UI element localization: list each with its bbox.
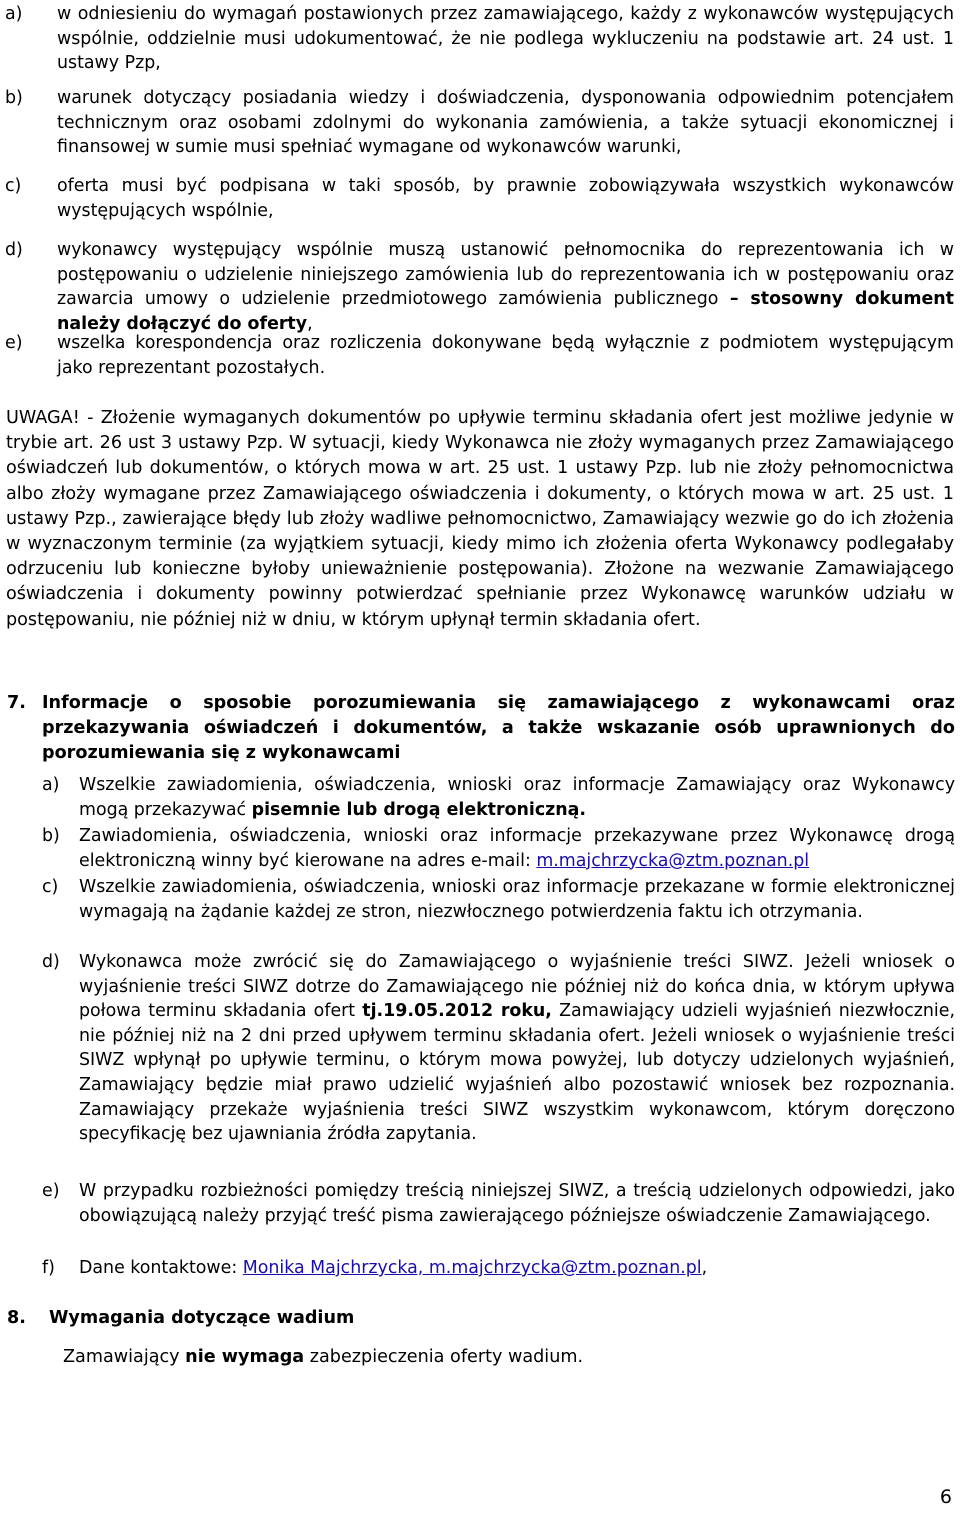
list-item-text: Wykonawca może zwrócić się do Zamawiającego o wyjaśnienie treści SIWZ. Jeżeli wniosek o wyjaśnienie treści SIWZ dotrze do Zamawiającego nie później niż do końca dnia, w którym upływa połowa terminu składania ofert tj.19.05.2012 roku, Zamawiający udzieli wyjaśnień niezwłocznie, nie później niż na 2 dni przed upływem terminu składania ofert. Jeżeli wniosek o wyjaśnienie treści SIWZ wpłynął po upływie terminu, o którym mowa powyżej, lub dotyczy udzielonych wyjaśnień, Zamawiający będzie miał prawo udzielić wyjaśnień albo pozostawić wniosek bez rozpoznania. Zamawiający przekaże wyjaśnienia treści SIWZ wszystkim wykonawcom, którym doręczono specyfikację bez ujawniania źródła zapytania. (79, 952, 955, 1145)
list-item: d) wykonawcy występujący wspólnie muszą ustanowić pełnomocnika do reprezentowania ich w postępowaniu o udzielenie niniejszego zamówienia lub do reprezentowania ich w postępowaniu oraz zawarcia umowy o udzielenie przedmiotowego zamówienia publicznego – stosowny dokument należy dołączyć do oferty, (0, 224, 954, 324)
section-7-title: Informacje o sposobie porozumiewania się zamawiającego z wykonawcami oraz przekazywania oświadczeń i dokumentów, a także wskazanie osób uprawnionych do porozumiewania się z wykonawcami (42, 693, 955, 764)
list-item-text: wykonawcy występujący wspólnie muszą ustanowić pełnomocnika do reprezentowania ich w postępowaniu o udzielenie niniejszego zamówienia lub do reprezentowania ich w postępowaniu oraz zawarcia umowy o udzielenie przedmiotowego zamówienia publicznego – stosowny dokument należy dołączyć do oferty, (57, 240, 954, 334)
list-item-text: W przypadku rozbieżności pomiędzy treścią niniejszej SIWZ, a treścią udzielonych odpowiedzi, jako obowiązującą należy przyjąć treść pisma zawierającego późniejsze oświadczenie Zamawiającego. (79, 1181, 955, 1226)
list-item: f) Dane kontaktowe: Monika Majchrzycka, m.majchrzycka@ztm.poznan.pl, (0, 1256, 955, 1281)
list-item-text: warunek dotyczący posiadania wiedzy i doświadczenia, dysponowania odpowiednim potencjałem technicznym oraz osobami zdolnymi do wykonania zamówienia, a także sytuacji ekonomicznej i finansowej w sumie musi spełniać wymagane od wykonawców warunki, (57, 88, 954, 158)
section-8-text: Zamawiający nie wymaga zabezpieczenia oferty wadium. (63, 1347, 584, 1367)
list-item-text: Wszelkie zawiadomienia, oświadczenia, wnioski oraz informacje Zamawiający oraz Wykonawcy mogą przekazywać pisemnie lub drogą elektroniczną. (79, 775, 955, 820)
list-item: e) W przypadku rozbieżności pomiędzy treścią niniejszej SIWZ, a treścią udzielonych odpowiedzi, jako obowiązującą należy przyjąć treść pisma zawierającego późniejsze oświadczenie Zamawiającego. (0, 1179, 955, 1256)
participant-conditions-list (0, 2, 954, 380)
list-item-text: oferta musi być podpisana w taki sposób, by prawnie zobowiązywała wszystkich wykonawców występujących wspólnie, (57, 176, 954, 221)
list-item: b) Zawiadomienia, oświadczenia, wnioski oraz informacje przekazywane przez Wykonawcę drogą elektroniczną winny być kierowane na adres e-mail: m.majchrzycka@ztm.poznan.pl (0, 824, 955, 875)
communication-rules-list (0, 773, 955, 1281)
list-item-text: w odniesieniu do wymagań postawionych przez zamawiającego, każdy z wykonawców występujących wspólnie, oddzielnie musi udokumentować, że nie podlega wykluczeniu na podstawie art. 24 ust. 1 ustawy Pzp, (57, 4, 954, 74)
list-item-text: Wszelkie zawiadomienia, oświadczenia, wnioski oraz informacje przekazane w formie elektronicznej wymagają na żądanie każdej ze stron, niezwłocznego potwierdzenia faktu ich otrzymania. (79, 877, 955, 922)
contact-email-link[interactable]: m.majchrzycka@ztm.poznan.pl (536, 850, 810, 871)
list-item: c) oferta musi być podpisana w taki sposób, by prawnie zobowiązywała wszystkich wykonawców występujących wspólnie, (0, 160, 954, 224)
section-7-number: 7. (7, 693, 26, 713)
list-item-text: Zawiadomienia, oświadczenia, wnioski oraz informacje przekazywane przez Wykonawcę drogą elektroniczną winny być kierowane na adres e-mail: m.majchrzycka@ztm.poznan.pl (79, 826, 955, 871)
list-item: c) Wszelkie zawiadomienia, oświadczenia, wnioski oraz informacje przekazane w formie elektronicznej wymagają na żądanie każdej ze stron, niezwłocznego potwierdzenia faktu ich otrzymania. (0, 875, 955, 950)
list-item-text: Dane kontaktowe: Monika Majchrzycka, m.majchrzycka@ztm.poznan.pl, (79, 1258, 708, 1278)
uwaga-paragraph: UWAGA! - Złożenie wymaganych dokumentów po upływie terminu składania ofert jest możliwe jedynie w trybie art. 26 ust 3 ustawy Pzp. W sytuacji, kiedy Wykonawca nie złoży wymaganych przez Zamawiającego oświadczeń lub dokumentów, o których mowa w art. 25 ust. 1 ustawy Pzp. lub nie złoży pełnomocnictwa albo złoży wymagane przez Zamawiającego oświadczenia i dokumenty, o których mowa w art. 25 ust. 1 ustawy Pzp., zawierające błędy lub złoży wadliwe pełnomocnictwo, Zamawiający wezwie go do ich złożenia w wyznaczonym terminie (za wyjątkiem sytuacji, kiedy mimo ich złożenia oferta Wykonawcy podlegałaby odrzuceniu lub konieczne byłoby unieważnienie postępowania). Złożone na wezwanie Zamawiającego oświadczenia i dokumenty powinny potwierdzać spełnianie przez Wykonawcę warunków udziału w postępowaniu, nie później niż w dniu, w którym upłynął termin składania ofert. (6, 408, 954, 630)
list-item-text: wszelka korespondencja oraz rozliczenia dokonywane będą wyłącznie z podmiotem występującym jako reprezentant pozostałych. (57, 333, 954, 378)
list-item: a) Wszelkie zawiadomienia, oświadczenia, wnioski oraz informacje Zamawiający oraz Wykonawcy mogą przekazywać pisemnie lub drogą elektroniczną. (0, 773, 955, 824)
list-item: b) warunek dotyczący posiadania wiedzy i doświadczenia, dysponowania odpowiednim potencjałem technicznym oraz osobami zdolnymi do wykonania zamówienia, a także sytuacji ekonomicznej i finansowej w sumie musi spełniać wymagane od wykonawców warunki, (0, 76, 954, 160)
list-item: e) wszelka korespondencja oraz rozliczenia dokonywane będą wyłącznie z podmiotem występującym jako reprezentant pozostałych. (0, 324, 954, 380)
page-number: 6 (939, 1486, 952, 1508)
section-8-number: 8. (7, 1308, 26, 1328)
section-8-title: Wymagania dotyczące wadium (49, 1308, 355, 1328)
list-item: d) Wykonawca może zwrócić się do Zamawiającego o wyjaśnienie treści SIWZ. Jeżeli wniosek o wyjaśnienie treści SIWZ dotrze do Zamawiającego nie później niż do końca dnia, w którym upływa połowa terminu składania ofert tj.19.05.2012 roku, Zamawiający udzieli wyjaśnień niezwłocznie, nie później niż na 2 dni przed upływem terminu składania ofert. Jeżeli wniosek o wyjaśnienie treści SIWZ wpłynął po upływie terminu, o którym mowa powyżej, lub dotyczy udzielonych wyjaśnień, Zamawiający będzie miał prawo udzielić wyjaśnień albo pozostawić wniosek bez rozpoznania. Zamawiający przekaże wyjaśnienia treści SIWZ wszystkim wykonawcom, którym doręczono specyfikację bez ujawniania źródła zapytania. (0, 950, 955, 1179)
list-item: a) w odniesieniu do wymagań postawionych przez zamawiającego, każdy z wykonawców występujących wspólnie, oddzielnie musi udokumentować, że nie podlega wykluczeniu na podstawie art. 24 ust. 1 ustawy Pzp, (0, 2, 954, 76)
contact-person-link[interactable]: Monika Majchrzycka, m.majchrzycka@ztm.poznan.pl (242, 1258, 702, 1278)
